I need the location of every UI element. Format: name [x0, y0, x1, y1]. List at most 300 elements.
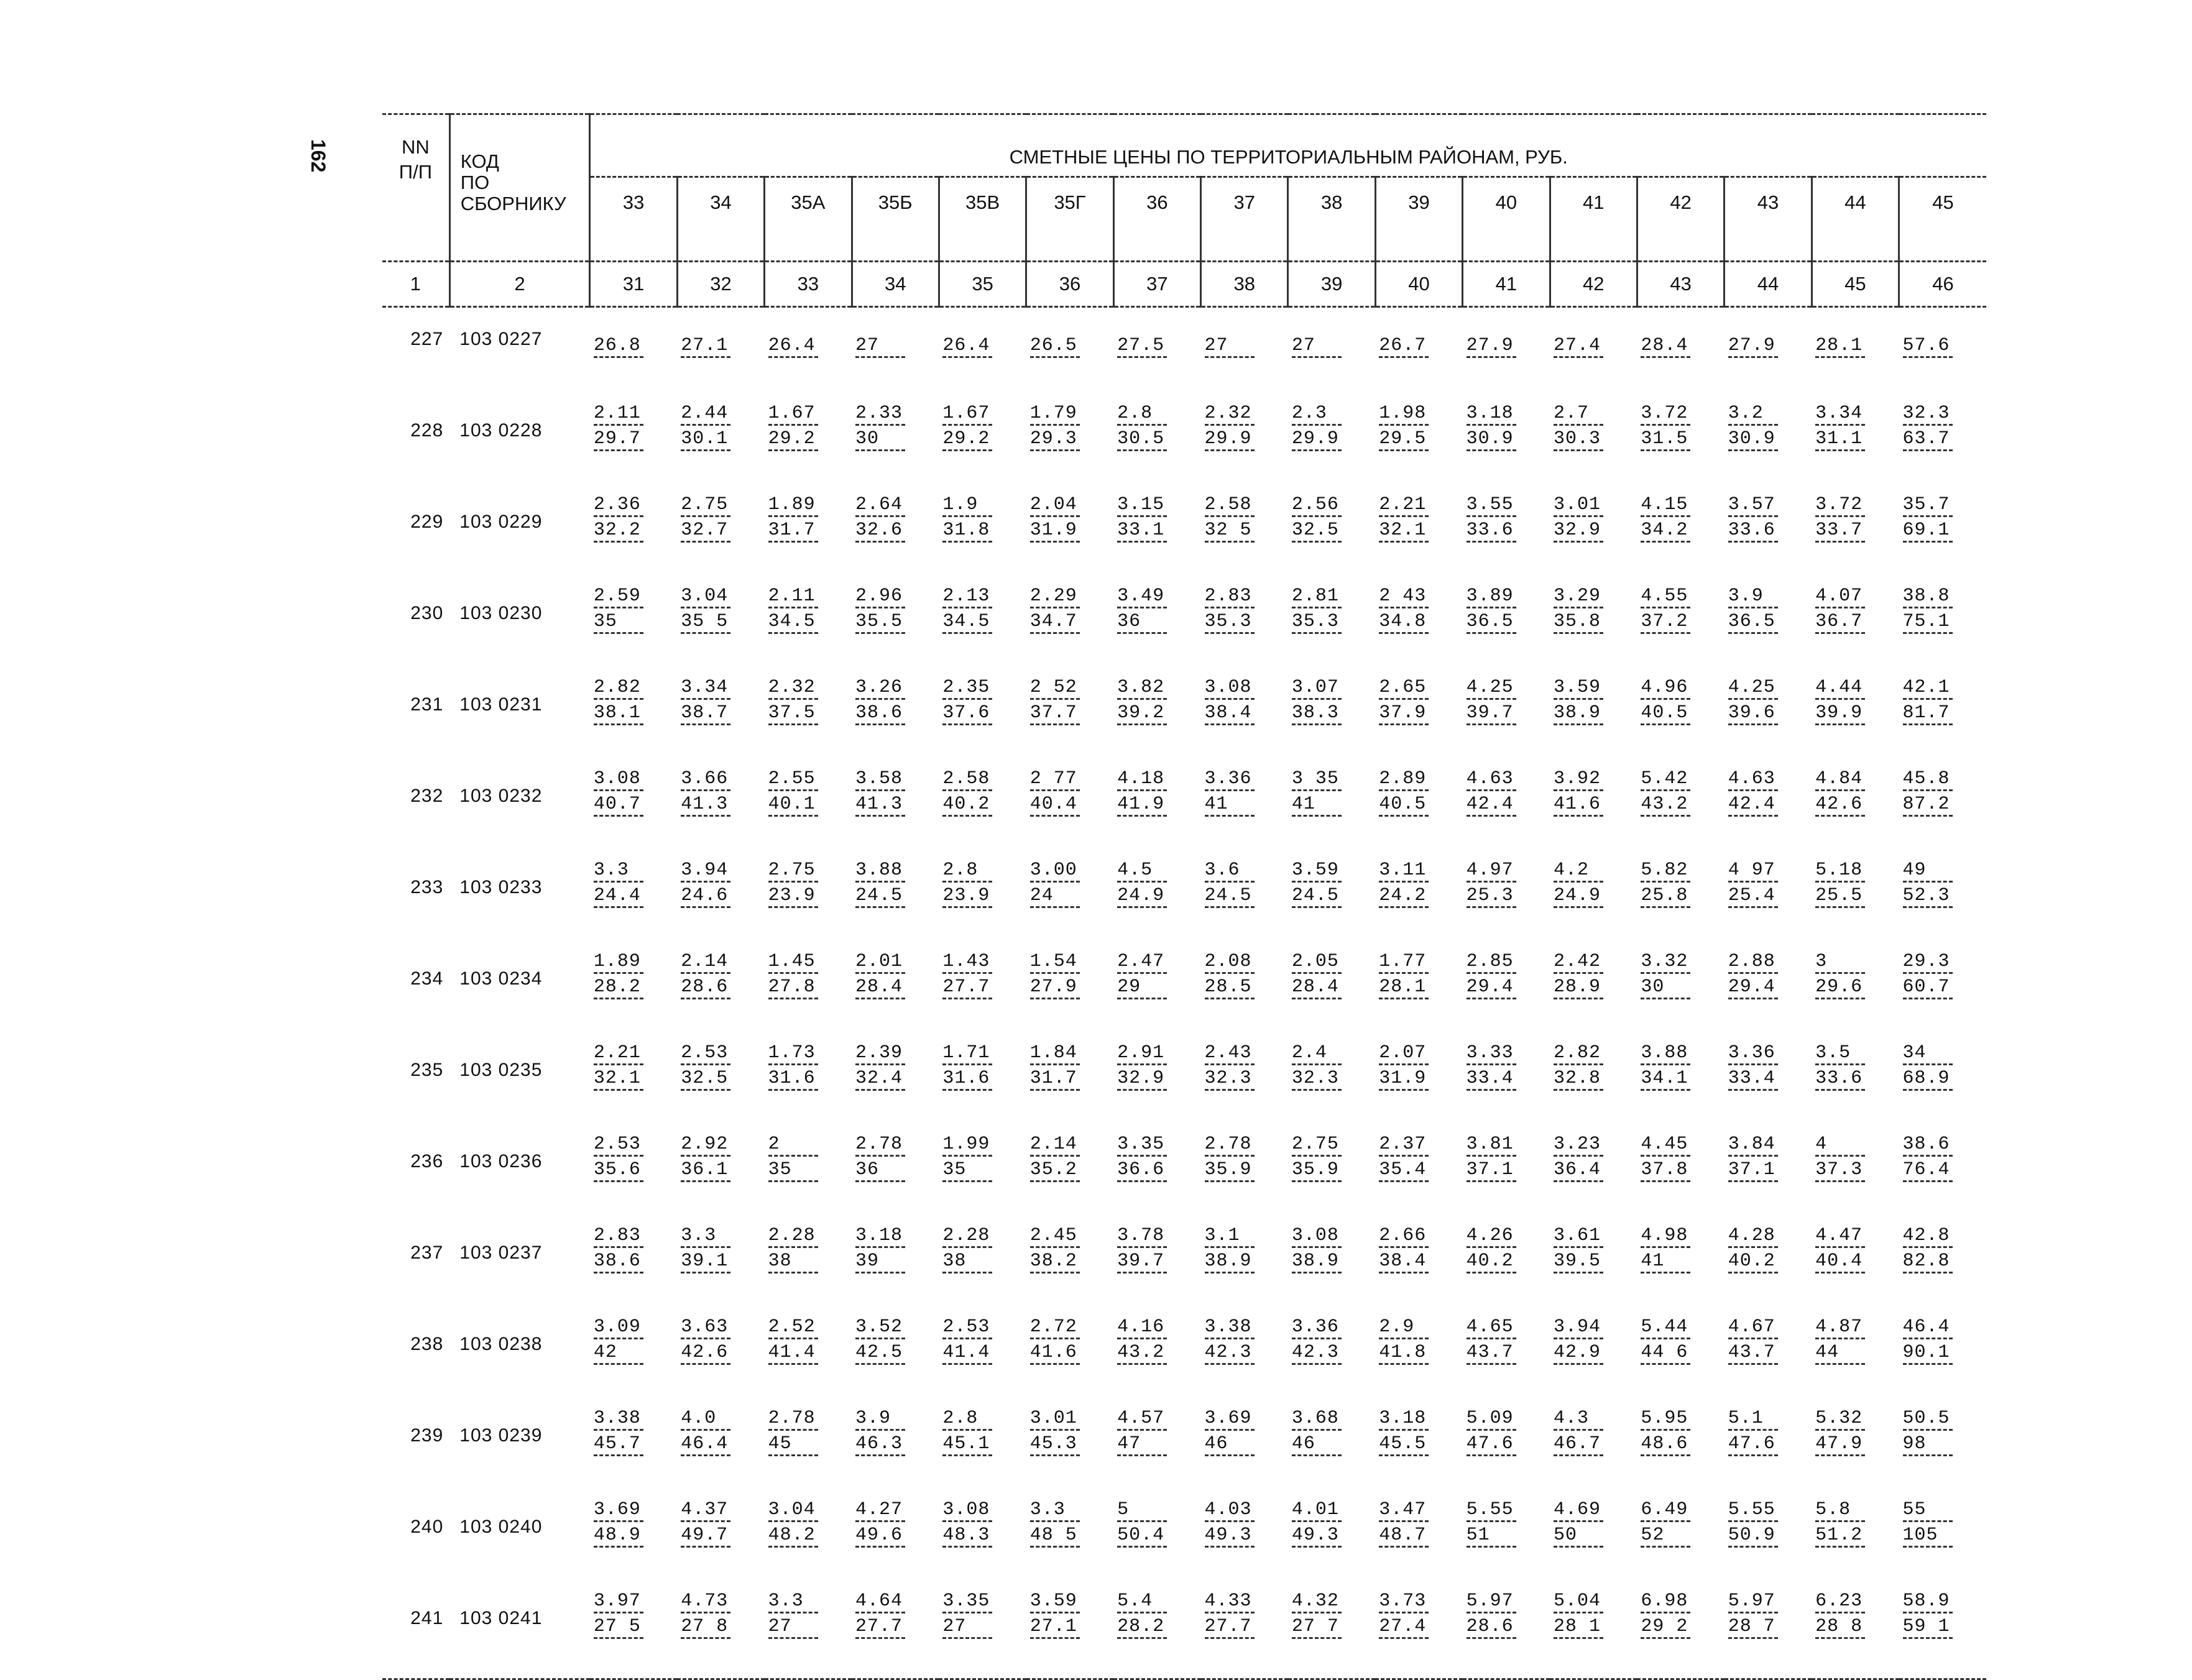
price-cell: [677, 1495, 764, 1587]
column-number-17: 46: [1899, 262, 1986, 307]
price-bottom: 35.4: [1379, 1158, 1429, 1182]
price-cell: [1812, 1130, 1899, 1221]
price-bottom: 24: [1030, 884, 1080, 908]
price-top: 3.84: [1728, 1132, 1778, 1157]
table-row: [382, 764, 1986, 856]
price-top: 4.87: [1815, 1315, 1865, 1339]
price-top: 3.55: [1467, 493, 1516, 517]
price-cell: [1725, 1404, 1812, 1495]
price-cell: [1288, 1404, 1375, 1495]
price-bottom: 24.9: [1117, 884, 1167, 908]
price-cell: [1113, 1587, 1200, 1679]
price-top: 3.3: [681, 1224, 730, 1248]
price-cell: [1463, 673, 1550, 764]
row-code: 103 0232: [459, 786, 543, 806]
price-bottom: 30.3: [1554, 427, 1603, 451]
price-bottom: 29.9: [1205, 427, 1255, 451]
price-top: 2.91: [1117, 1041, 1167, 1065]
price-cell: [677, 582, 764, 673]
price-top: 3.72: [1815, 493, 1865, 517]
price-cell: [1288, 1495, 1375, 1587]
price-cell: [1899, 1221, 1986, 1313]
price-top: 2.65: [1379, 676, 1429, 700]
price-top: 2.14: [681, 950, 730, 974]
table-row: [382, 399, 1986, 490]
price-bottom: 81.7: [1903, 701, 1953, 725]
price-bottom: 41.3: [855, 792, 905, 817]
price-bottom: 39.7: [1117, 1249, 1167, 1274]
price-top: 2.92: [681, 1132, 730, 1157]
price-top: 1.45: [768, 950, 818, 974]
price-top: 2.7: [1554, 402, 1603, 426]
price-top: 3.57: [1728, 493, 1778, 517]
price-bottom: 28.6: [681, 975, 730, 999]
price-bottom: 38.9: [1205, 1249, 1255, 1274]
price-bottom: 27.4: [1379, 1615, 1429, 1639]
price-bottom: 46.3: [855, 1432, 905, 1456]
price-bottom: 28.2: [1117, 1615, 1167, 1639]
price-cell: [765, 399, 852, 490]
price-top: 1.67: [942, 402, 992, 426]
price-top: 2.52: [768, 1315, 818, 1339]
price-cell: [765, 1587, 852, 1679]
price-cell: [939, 307, 1026, 400]
price-bottom: 41.8: [1379, 1341, 1429, 1365]
price-top: 1.77: [1379, 950, 1429, 974]
price-bottom: 60.7: [1903, 975, 1953, 999]
price-cell: [1899, 399, 1986, 490]
price-bottom: 33.4: [1467, 1067, 1516, 1091]
price-bottom: 45.7: [594, 1432, 643, 1456]
price-cell: [1375, 947, 1462, 1039]
price-bottom: 38.2: [1030, 1249, 1080, 1274]
price-top: 3.18: [1379, 1407, 1429, 1431]
price-bottom: 31.9: [1379, 1067, 1429, 1091]
price-cell: [1812, 1587, 1899, 1679]
region-header-13: 43: [1725, 177, 1812, 262]
price-cell: [1026, 1313, 1113, 1404]
price-bottom: 40.2: [1728, 1249, 1778, 1274]
price-top: 2.82: [594, 676, 643, 700]
price-top: 2.88: [1728, 950, 1778, 974]
region-header-row: [382, 177, 1986, 262]
price-cell: [590, 947, 677, 1039]
price-bottom: 39.1: [681, 1249, 730, 1274]
price-bottom: 48.2: [768, 1523, 818, 1548]
price-top: 3.32: [1641, 950, 1690, 974]
price-cell: [1550, 1495, 1637, 1587]
price-bottom: 29.2: [768, 427, 818, 451]
price-top: 2.39: [855, 1041, 905, 1065]
table-row: [382, 1221, 1986, 1313]
price-cell: [1463, 1221, 1550, 1313]
price-cell: [1026, 399, 1113, 490]
price-cell: [852, 673, 939, 764]
column-number-3: 32: [677, 262, 764, 307]
price-cell: [677, 490, 764, 582]
price-bottom: 50: [1554, 1523, 1603, 1548]
price-bottom: 30: [1641, 975, 1690, 999]
price-top: 3.26: [855, 676, 905, 700]
price-bottom: 32.5: [1292, 518, 1342, 543]
price-bottom: 48 5: [1030, 1523, 1080, 1548]
price-top: 1.89: [594, 950, 643, 974]
price-bottom: 46.7: [1554, 1432, 1603, 1456]
price-cell: [1463, 1313, 1550, 1404]
price-top: [1467, 310, 1516, 333]
price-cell: [1113, 1130, 1200, 1221]
price-bottom: 38.6: [855, 701, 905, 725]
price-bottom: 39: [855, 1249, 905, 1274]
price-top: 1.67: [768, 402, 818, 426]
price-top: 2.32: [1205, 402, 1255, 426]
price-cell: [1026, 947, 1113, 1039]
price-top: 3.11: [1379, 858, 1429, 883]
price-top: [681, 310, 730, 333]
price-cell: [939, 673, 1026, 764]
price-cell: [1026, 764, 1113, 856]
price-bottom: 32.3: [1292, 1067, 1342, 1091]
price-top: 2.8: [942, 1407, 992, 1431]
price-bottom: 24.2: [1379, 884, 1429, 908]
price-bottom: 29.4: [1467, 975, 1516, 999]
price-top: [1554, 310, 1603, 333]
row-number: 235: [410, 1060, 444, 1080]
price-top: 3.36: [1205, 767, 1255, 791]
price-bottom: 28 1: [1554, 1615, 1603, 1639]
price-bottom: 27.7: [942, 975, 992, 999]
price-top: 3.89: [1467, 584, 1516, 608]
price-cell: [1375, 1039, 1462, 1130]
price-cell: [1113, 1039, 1200, 1130]
price-top: 2.56: [1292, 493, 1342, 517]
price-cell: [1725, 856, 1812, 947]
price-cell: [939, 947, 1026, 1039]
price-bottom: 35.3: [1292, 610, 1342, 634]
price-bottom: 40.1: [768, 792, 818, 817]
row-code: 103 0230: [459, 603, 543, 623]
price-bottom: 27.8: [768, 975, 818, 999]
row-number: 239: [410, 1425, 444, 1446]
price-cell: [1550, 947, 1637, 1039]
price-cell: [852, 1130, 939, 1221]
price-bottom: 47.9: [1815, 1432, 1865, 1456]
price-cell: [1288, 399, 1375, 490]
price-top: 45.8: [1903, 767, 1953, 791]
table-row: [382, 490, 1986, 582]
price-cell: [677, 1039, 764, 1130]
price-bottom: 27.7: [1205, 1615, 1255, 1639]
price-top: 3.08: [1205, 676, 1255, 700]
price-bottom: 28.5: [1205, 975, 1255, 999]
table-title: СМЕТНЫЕ ЦЕНЫ ПО ТЕРРИТОРИАЛЬНЫМ РАЙОНАМ, РУБ.: [590, 114, 1986, 177]
row-number: 230: [410, 603, 444, 623]
price-cell: [1899, 490, 1986, 582]
price-cell: [765, 1404, 852, 1495]
price-top: 3.2: [1728, 402, 1778, 426]
price-cell: [1463, 399, 1550, 490]
price-bottom: 33.1: [1117, 518, 1167, 543]
price-top: 2.36: [594, 493, 643, 517]
price-bottom: 28 8: [1815, 1615, 1865, 1639]
price-cell: [1637, 947, 1724, 1039]
price-top: 2.55: [768, 767, 818, 791]
price-cell: [590, 1221, 677, 1313]
price-top: 1.73: [768, 1041, 818, 1065]
price-bottom: 40.4: [1815, 1249, 1865, 1274]
price-bottom: 27.5: [1117, 334, 1167, 358]
price-cell: [1026, 673, 1113, 764]
price-bottom: 52.3: [1903, 884, 1953, 908]
price-bottom: 45.1: [942, 1432, 992, 1456]
price-top: 4.57: [1117, 1407, 1167, 1431]
price-cell: [1201, 1130, 1288, 1221]
code-label-2: ПО: [460, 172, 490, 193]
price-cell: [1201, 1221, 1288, 1313]
price-cell: [1899, 1130, 1986, 1221]
price-bottom: 31.5: [1641, 427, 1690, 451]
price-bottom: 29.3: [1030, 427, 1080, 451]
price-bottom: 47.6: [1467, 1432, 1516, 1456]
price-bottom: 38.1: [594, 701, 643, 725]
price-cell: [765, 1313, 852, 1404]
price-cell: [1375, 1313, 1462, 1404]
column-number-1: 2: [449, 262, 590, 307]
column-number-0: 1: [382, 262, 449, 307]
price-bottom: 23.9: [768, 884, 818, 908]
price-top: 3.23: [1554, 1132, 1603, 1157]
price-cell: [1113, 1495, 1200, 1587]
row-number: 227: [410, 329, 444, 349]
price-bottom: 49.6: [855, 1523, 905, 1548]
price-top: 46.4: [1903, 1315, 1953, 1339]
price-bottom: 40.7: [594, 792, 643, 817]
price-top: [1292, 310, 1342, 333]
price-top: 3.88: [855, 858, 905, 883]
price-top: 2.58: [1205, 493, 1255, 517]
row-number: 228: [410, 420, 444, 441]
price-bottom: 36.1: [681, 1158, 730, 1182]
price-cell: [1550, 1587, 1637, 1679]
row-number: 231: [410, 694, 444, 715]
region-header-2: 35А: [765, 177, 852, 262]
row-number: 240: [410, 1517, 444, 1537]
price-cell: [1113, 764, 1200, 856]
price-top: 5.97: [1728, 1589, 1778, 1613]
price-top: 3.35: [942, 1589, 992, 1613]
table-row: [382, 673, 1986, 764]
price-cell: [1201, 1039, 1288, 1130]
price-top: 3.07: [1292, 676, 1342, 700]
price-top: 4.01: [1292, 1498, 1342, 1522]
price-cell: [1637, 490, 1724, 582]
price-bottom: 26.4: [768, 334, 818, 358]
price-cell: [1725, 1495, 1812, 1587]
price-bottom: 38.6: [594, 1249, 643, 1274]
price-cell: [1899, 582, 1986, 673]
price-top: 2.9: [1379, 1315, 1429, 1339]
price-cell: [1463, 1130, 1550, 1221]
price-cell: [1899, 764, 1986, 856]
price-bottom: 24.9: [1554, 884, 1603, 908]
price-cell: [1026, 1130, 1113, 1221]
price-top: 3.1: [1205, 1224, 1255, 1248]
price-bottom: 38.3: [1292, 701, 1342, 725]
price-top: 3.04: [681, 584, 730, 608]
price-top: 3.72: [1641, 402, 1690, 426]
price-top: 2.96: [855, 584, 905, 608]
price-bottom: 33.6: [1467, 518, 1516, 543]
price-cell: [1288, 947, 1375, 1039]
price-top: 2.14: [1030, 1132, 1080, 1157]
price-top: 2.28: [942, 1224, 992, 1248]
price-top: 5.82: [1641, 858, 1690, 883]
price-top: 5.55: [1467, 1498, 1516, 1522]
price-cell: [1812, 1495, 1899, 1587]
price-bottom: 27.4: [1554, 334, 1603, 358]
price-top: 3.69: [594, 1498, 643, 1522]
price-top: 1.9: [942, 493, 992, 517]
price-cell: [1637, 673, 1724, 764]
price-cell: [1026, 1404, 1113, 1495]
price-top: 4.5: [1117, 858, 1167, 883]
price-bottom: 37.5: [768, 701, 818, 725]
price-cell: [1550, 673, 1637, 764]
region-header-1: 34: [677, 177, 764, 262]
price-bottom: 27: [855, 334, 905, 358]
column-number-12: 41: [1463, 262, 1550, 307]
price-top: 4.15: [1641, 493, 1690, 517]
price-top: 4.69: [1554, 1498, 1603, 1522]
price-cell: [1375, 582, 1462, 673]
price-top: 4.44: [1815, 676, 1865, 700]
price-bottom: 37.2: [1641, 610, 1690, 634]
price-top: 2.21: [594, 1041, 643, 1065]
price-top: 3: [1815, 950, 1865, 974]
price-cell: [1725, 764, 1812, 856]
price-top: 4.96: [1641, 676, 1690, 700]
price-cell: [939, 582, 1026, 673]
price-cell: [1812, 1039, 1899, 1130]
price-bottom: 41: [1641, 1249, 1690, 1274]
price-top: 2.01: [855, 950, 905, 974]
price-bottom: 76.4: [1903, 1158, 1953, 1182]
price-bottom: 42.5: [855, 1341, 905, 1365]
price-bottom: 50.9: [1728, 1523, 1778, 1548]
price-top: 3.58: [855, 767, 905, 791]
price-cell: [1113, 1313, 1200, 1404]
price-cell: [1637, 856, 1724, 947]
price-top: 1.54: [1030, 950, 1080, 974]
price-bottom: 38.9: [1292, 1249, 1342, 1274]
table-row: [382, 1130, 1986, 1221]
price-bottom: 30.9: [1728, 427, 1778, 451]
price-bottom: 75.1: [1903, 610, 1953, 634]
price-cell: [1288, 307, 1375, 400]
price-top: 4.28: [1728, 1224, 1778, 1248]
price-top: 3.38: [1205, 1315, 1255, 1339]
price-bottom: 32.2: [594, 518, 643, 543]
price-bottom: 32.6: [855, 518, 905, 543]
price-bottom: 52: [1641, 1523, 1690, 1548]
price-cell: [852, 490, 939, 582]
price-bottom: 38: [768, 1249, 818, 1274]
price-top: 4.25: [1467, 676, 1516, 700]
price-cell: [1201, 1404, 1288, 1495]
price-bottom: 82.8: [1903, 1249, 1953, 1274]
price-cell: [677, 307, 764, 400]
price-bottom: 30.1: [681, 427, 730, 451]
table-row: [382, 307, 1986, 400]
price-bottom: 28.1: [1379, 975, 1429, 999]
price-cell: [939, 399, 1026, 490]
row-number: 233: [410, 877, 444, 897]
price-top: 2.11: [768, 584, 818, 608]
price-bottom: 69.1: [1903, 518, 1953, 543]
price-top: 1.43: [942, 950, 992, 974]
price-cell: [939, 1130, 1026, 1221]
price-top: 2.83: [1205, 584, 1255, 608]
price-top: 3.01: [1030, 1407, 1080, 1431]
price-top: 2.3: [1292, 402, 1342, 426]
row-code: 103 0235: [459, 1060, 543, 1080]
column-number-15: 44: [1725, 262, 1812, 307]
price-cell: [852, 947, 939, 1039]
price-bottom: 32.3: [1205, 1067, 1255, 1091]
price-bottom: 29.5: [1379, 427, 1429, 451]
price-cell: [677, 673, 764, 764]
price-top: 3.3: [594, 858, 643, 883]
price-bottom: 28.9: [1554, 975, 1603, 999]
code-label-3: СБОРНИКУ: [460, 193, 566, 214]
price-bottom: 27: [768, 1615, 818, 1639]
price-bottom: 26.8: [594, 334, 643, 358]
price-top: 2.13: [942, 584, 992, 608]
price-cell: [1550, 1404, 1637, 1495]
price-bottom: 39.7: [1467, 701, 1516, 725]
price-bottom: 105: [1903, 1523, 1953, 1548]
price-cell: [1201, 582, 1288, 673]
price-cell: [939, 1221, 1026, 1313]
price-bottom: 46: [1205, 1432, 1255, 1456]
price-cell: [1288, 490, 1375, 582]
table-body: [382, 307, 1986, 1679]
price-cell: [1463, 947, 1550, 1039]
price-cell: [1463, 1404, 1550, 1495]
column-number-9: 38: [1201, 262, 1288, 307]
price-bottom: 29.7: [594, 427, 643, 451]
price-cell: [1812, 582, 1899, 673]
price-bottom: 51.2: [1815, 1523, 1865, 1548]
price-bottom: 49.3: [1292, 1523, 1342, 1548]
price-bottom: 27 8: [681, 1615, 730, 1639]
price-top: [768, 310, 818, 333]
price-top: 3.35: [1117, 1132, 1167, 1157]
price-bottom: 34.8: [1379, 610, 1429, 634]
price-bottom: 37.6: [942, 701, 992, 725]
price-top: 3.88: [1641, 1041, 1690, 1065]
price-top: [942, 310, 992, 333]
price-cell: [1637, 1313, 1724, 1404]
price-top: 4.0: [681, 1407, 730, 1431]
price-bottom: 30.9: [1467, 427, 1516, 451]
price-top: 2.21: [1379, 493, 1429, 517]
code-header: [449, 114, 590, 262]
price-bottom: 34.2: [1641, 518, 1690, 543]
price-bottom: 35.9: [1292, 1158, 1342, 1182]
price-bottom: 35: [594, 610, 643, 634]
price-bottom: 32.1: [594, 1067, 643, 1091]
